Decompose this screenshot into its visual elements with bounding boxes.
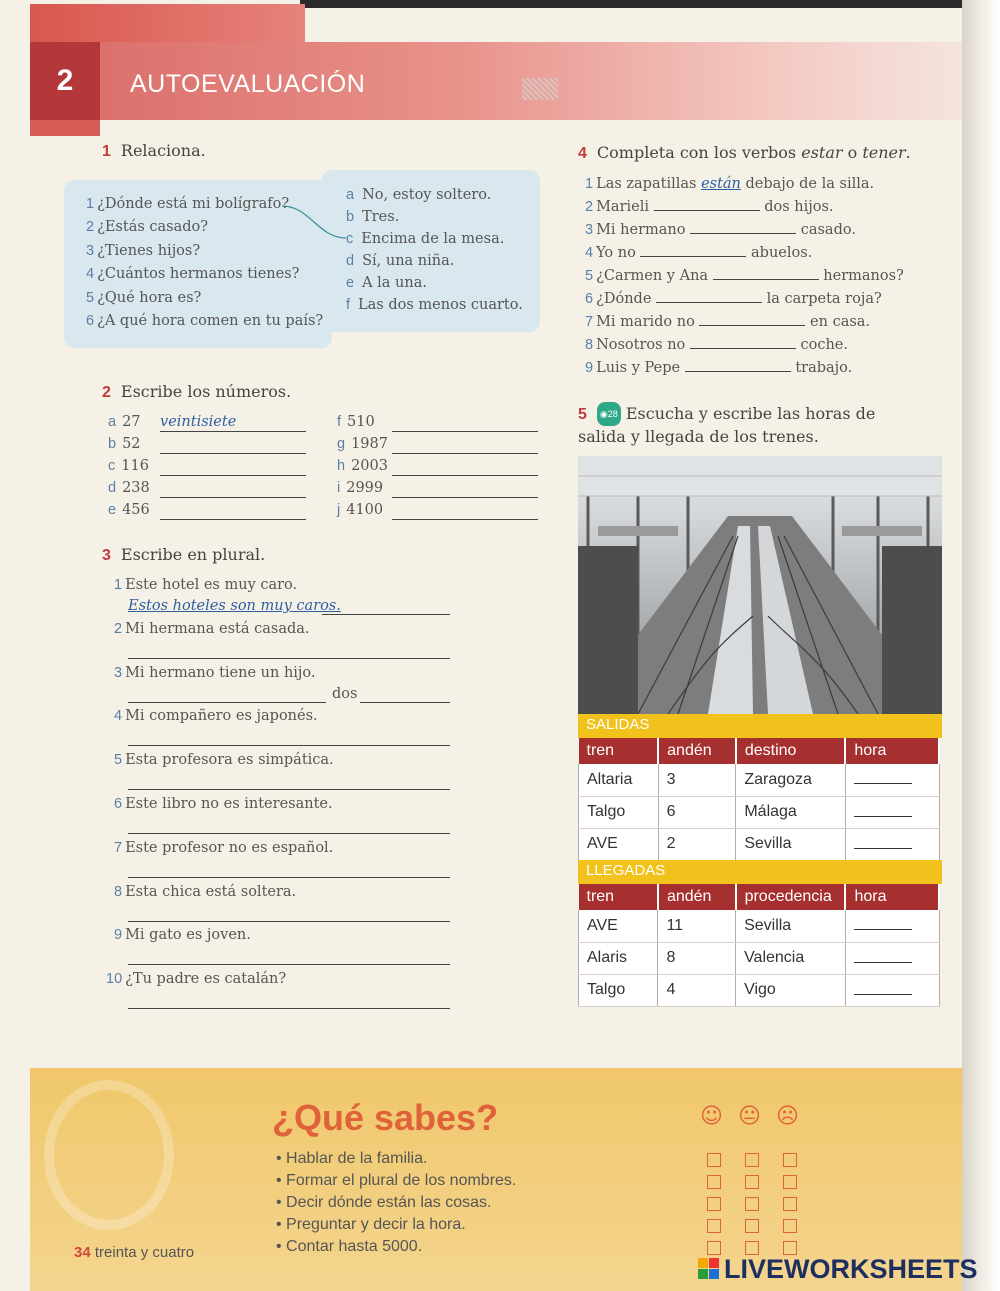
self-assessment-checkbox[interactable]	[707, 1219, 721, 1233]
hour-cell[interactable]	[845, 796, 939, 828]
skill-item: • Contar hasta 5000.	[276, 1238, 423, 1255]
ex2-blank-line[interactable]	[392, 475, 538, 476]
self-assessment-checkbox[interactable]	[745, 1175, 759, 1189]
table-cell: Vigo	[736, 974, 846, 1006]
ex2-blank-line[interactable]	[160, 519, 306, 520]
self-assessment-checkbox[interactable]	[707, 1197, 721, 1211]
ex2-number-item: h 2003	[337, 458, 388, 474]
brand-watermark: LIVEWORKSHEETS	[724, 1254, 978, 1284]
ex3-answer: Estos hoteles son muy caros.	[128, 598, 341, 614]
ex1-answer: d Sí, una niña.	[346, 253, 455, 269]
header-pattern	[522, 78, 558, 100]
ex4-blank[interactable]	[654, 199, 760, 211]
ex4-sentence: 2 Marieli dos hijos.	[585, 199, 834, 215]
happy-face-icon: ☺	[700, 1104, 723, 1129]
footer-decoration	[44, 1080, 174, 1230]
audio-track-icon[interactable]: ◉28	[597, 402, 621, 426]
ex4-blank[interactable]	[713, 268, 819, 280]
table-cell: Alaris	[579, 942, 658, 974]
ex3-sentence: 10 ¿Tu padre es catalán?	[106, 971, 287, 988]
header-low-strip	[30, 120, 100, 136]
ex1-question: 5 ¿Qué hora es?	[86, 289, 202, 306]
page-edge	[962, 0, 1000, 1291]
ex4-sentence: 9 Luis y Pepe trabajo.	[585, 360, 853, 376]
ex1-answer: f Las dos menos cuarto.	[346, 297, 523, 313]
ex2-blank-line[interactable]	[160, 497, 306, 498]
ex2-blank-line[interactable]	[160, 431, 306, 432]
table-header-0: tren	[579, 884, 658, 910]
liveworksheets-logo-icon	[698, 1258, 720, 1280]
ex2-number-item: b 52	[108, 436, 141, 452]
table-cell: Valencia	[736, 942, 846, 974]
header-top-strip	[30, 4, 305, 44]
self-assessment-checkbox[interactable]	[707, 1153, 721, 1167]
skill-item: • Hablar de la familia.	[276, 1150, 428, 1167]
table-cell: Sevilla	[736, 828, 846, 860]
hour-blank[interactable]	[854, 916, 912, 930]
skill-item: • Preguntar y decir la hora.	[276, 1216, 466, 1233]
hour-cell[interactable]	[845, 910, 939, 942]
ex1-question: 4 ¿Cuántos hermanos tienes?	[86, 266, 300, 283]
table-row	[579, 796, 940, 828]
ex2-blank-line[interactable]	[392, 431, 538, 432]
ex3-blank-line[interactable]	[128, 745, 450, 746]
table-header-0: tren	[579, 738, 659, 764]
table-cell: 2	[658, 828, 736, 860]
ex4-sentence: 4 Yo no abuelos.	[585, 245, 813, 261]
ex4-blank[interactable]	[685, 360, 791, 372]
ex4-sentence: 6 ¿Dónde la carpeta roja?	[585, 291, 882, 307]
match-connector	[280, 200, 350, 242]
skill-item: • Decir dónde están las cosas.	[276, 1194, 492, 1211]
footer-title: ¿Qué sabes?	[272, 1097, 499, 1138]
ex3-mid-word: dos	[332, 685, 358, 702]
ex2-blank-line[interactable]	[160, 475, 306, 476]
table-cell: AVE	[579, 910, 658, 942]
ex2-blank-line[interactable]	[392, 497, 538, 498]
table-cell: Talgo	[579, 974, 658, 1006]
ex3-blank-line[interactable]	[128, 658, 450, 659]
hour-blank[interactable]	[854, 835, 912, 849]
ex3-sentence: 3 Mi hermano tiene un hijo.	[114, 664, 316, 681]
ex4-blank[interactable]	[690, 337, 796, 349]
ex2-number-item: e 456	[108, 502, 150, 518]
ex2-number-item: i 2999	[337, 480, 384, 496]
table-row	[579, 764, 940, 796]
station-illustration	[578, 456, 942, 714]
table-cell: Málaga	[736, 796, 846, 828]
ex4-title: 4 Completa con los verbos estar o tener.	[578, 143, 911, 162]
ex3-blank-line[interactable]	[128, 1008, 450, 1009]
ex3-sentence: 2 Mi hermana está casada.	[114, 620, 310, 637]
page-number: 34 treinta y cuatro	[74, 1244, 195, 1261]
hour-cell[interactable]	[845, 942, 939, 974]
table-cell: 11	[658, 910, 736, 942]
table-header-3: hora	[845, 738, 939, 764]
table-cell: 4	[658, 974, 736, 1006]
ex3-blank-line[interactable]	[128, 789, 450, 790]
ex1-answer: c Encima de la mesa.	[346, 231, 505, 247]
ex2-title: 2 Escribe los números.	[102, 382, 292, 401]
ex1-title: 1 Relaciona.	[102, 141, 206, 160]
hour-blank[interactable]	[854, 803, 912, 817]
table-cell: AVE	[579, 828, 659, 860]
self-assessment-checkbox[interactable]	[783, 1175, 797, 1189]
ex2-number-item: a 27	[108, 414, 141, 430]
ex1-answer: a No, estoy soltero.	[346, 187, 492, 203]
ex1-question: 3 ¿Tienes hijos?	[86, 242, 201, 259]
hour-cell[interactable]	[845, 764, 939, 796]
ex4-blank[interactable]	[690, 222, 796, 234]
salidas-label: SALIDAS	[578, 714, 942, 738]
neutral-face-icon: 😐	[738, 1104, 761, 1129]
ex3-blank-line[interactable]	[128, 964, 450, 965]
ex2-blank-line[interactable]	[392, 519, 538, 520]
ex2-number-item: f 510	[337, 414, 375, 430]
ex2-number-item: c 116	[108, 458, 149, 474]
table-cell: Talgo	[579, 796, 659, 828]
ex2-number-item: d 238	[108, 480, 150, 496]
ex1-question: 1 ¿Dónde está mi bolígrafo?	[86, 196, 290, 212]
table-header-3: hora	[845, 884, 939, 910]
self-assessment-checkbox[interactable]	[783, 1219, 797, 1233]
ex2-blank-line[interactable]	[160, 453, 306, 454]
ex3-blank-line[interactable]	[128, 921, 450, 922]
train-station-photo	[578, 456, 942, 714]
self-assessment-checkbox[interactable]	[783, 1241, 797, 1255]
table-row	[579, 828, 940, 860]
self-assessment-checkbox[interactable]	[745, 1153, 759, 1167]
ex2-number-item: j 4100	[337, 502, 384, 518]
llegadas-label: LLEGADAS	[578, 860, 942, 884]
ex4-sentence: 1 Las zapatillas están debajo de la silla.	[585, 176, 875, 192]
hour-cell[interactable]	[845, 974, 939, 1006]
ex4-blank[interactable]	[640, 245, 746, 257]
ex4-blank[interactable]	[656, 291, 762, 303]
sad-face-icon: ☹	[776, 1104, 799, 1129]
top-dark-bar	[300, 0, 962, 8]
ex4-sentence: 8 Nosotros no coche.	[585, 337, 849, 353]
ex4-sentence: 5 ¿Carmen y Ana hermanos?	[585, 268, 904, 284]
hour-blank[interactable]	[854, 770, 912, 784]
ex3-sentence: 7 Este profesor no es español.	[114, 839, 334, 856]
ex3-blank-line[interactable]	[128, 877, 450, 878]
table-row	[579, 974, 940, 1006]
table-header-2: destino	[736, 738, 846, 764]
self-assessment-checkbox[interactable]	[707, 1175, 721, 1189]
ex4-sentence: 3 Mi hermano casado.	[585, 222, 856, 238]
table-row	[579, 942, 940, 974]
ex5-title: 5 ◉28 Escucha y escribe las horas de salida y llegada de los trenes.	[578, 404, 876, 446]
page-title: AUTOEVALUACIÓN	[130, 70, 366, 98]
self-assessment-checkbox[interactable]	[707, 1241, 721, 1255]
ex1-answer: e A la una.	[346, 275, 427, 291]
ex3-blank-line[interactable]	[128, 833, 450, 834]
salidas-table	[578, 738, 940, 861]
ex4-answer: están	[701, 176, 741, 192]
ex2-blank-line[interactable]	[392, 453, 538, 454]
self-assessment-checkbox[interactable]	[745, 1241, 759, 1255]
self-assessment-checkbox[interactable]	[783, 1153, 797, 1167]
ex4-blank[interactable]	[699, 314, 805, 326]
ex3-blank-line[interactable]	[360, 702, 450, 703]
table-header-1: andén	[658, 884, 736, 910]
ex2-number-item: g 1987	[337, 436, 388, 452]
ex3-blank-line[interactable]	[322, 614, 450, 615]
table-row	[579, 910, 940, 942]
ex3-sentence: 9 Mi gato es joven.	[114, 927, 251, 944]
skill-item: • Formar el plural de los nombres.	[276, 1172, 517, 1189]
ex3-sentence: 1 Este hotel es muy caro.	[114, 577, 298, 593]
table-cell: Zaragoza	[736, 764, 846, 796]
hour-blank[interactable]	[854, 949, 912, 963]
table-cell: 3	[658, 764, 736, 796]
self-assessment-checkbox[interactable]	[745, 1219, 759, 1233]
self-assessment-checkbox[interactable]	[783, 1197, 797, 1211]
self-assessment-checkbox[interactable]	[745, 1197, 759, 1211]
table-cell: 8	[658, 942, 736, 974]
hour-cell[interactable]	[845, 828, 939, 860]
ex3-blank-line[interactable]	[128, 702, 326, 703]
ex1-answer: b Tres.	[346, 209, 400, 225]
ex3-sentence: 5 Esta profesora es simpática.	[114, 752, 334, 769]
table-header-1: andén	[658, 738, 736, 764]
ex2-answer: veintisiete	[160, 414, 237, 430]
ex4-sentence: 7 Mi marido no en casa.	[585, 314, 871, 330]
hour-blank[interactable]	[854, 981, 912, 995]
table-cell: 6	[658, 796, 736, 828]
ex3-sentence: 6 Este libro no es interesante.	[114, 796, 333, 812]
table-cell: Sevilla	[736, 910, 846, 942]
ex3-sentence: 8 Esta chica está soltera.	[114, 883, 297, 900]
ex3-title: 3 Escribe en plural.	[102, 545, 266, 564]
ex1-question: 6 ¿A qué hora comen en tu país?	[86, 313, 324, 329]
llegadas-table	[578, 884, 940, 1007]
unit-number: 2	[30, 42, 100, 120]
table-header-2: procedencia	[736, 884, 846, 910]
ex3-sentence: 4 Mi compañero es japonés.	[114, 708, 318, 725]
ex1-question: 2 ¿Estás casado?	[86, 219, 209, 236]
table-cell: Altaria	[579, 764, 659, 796]
